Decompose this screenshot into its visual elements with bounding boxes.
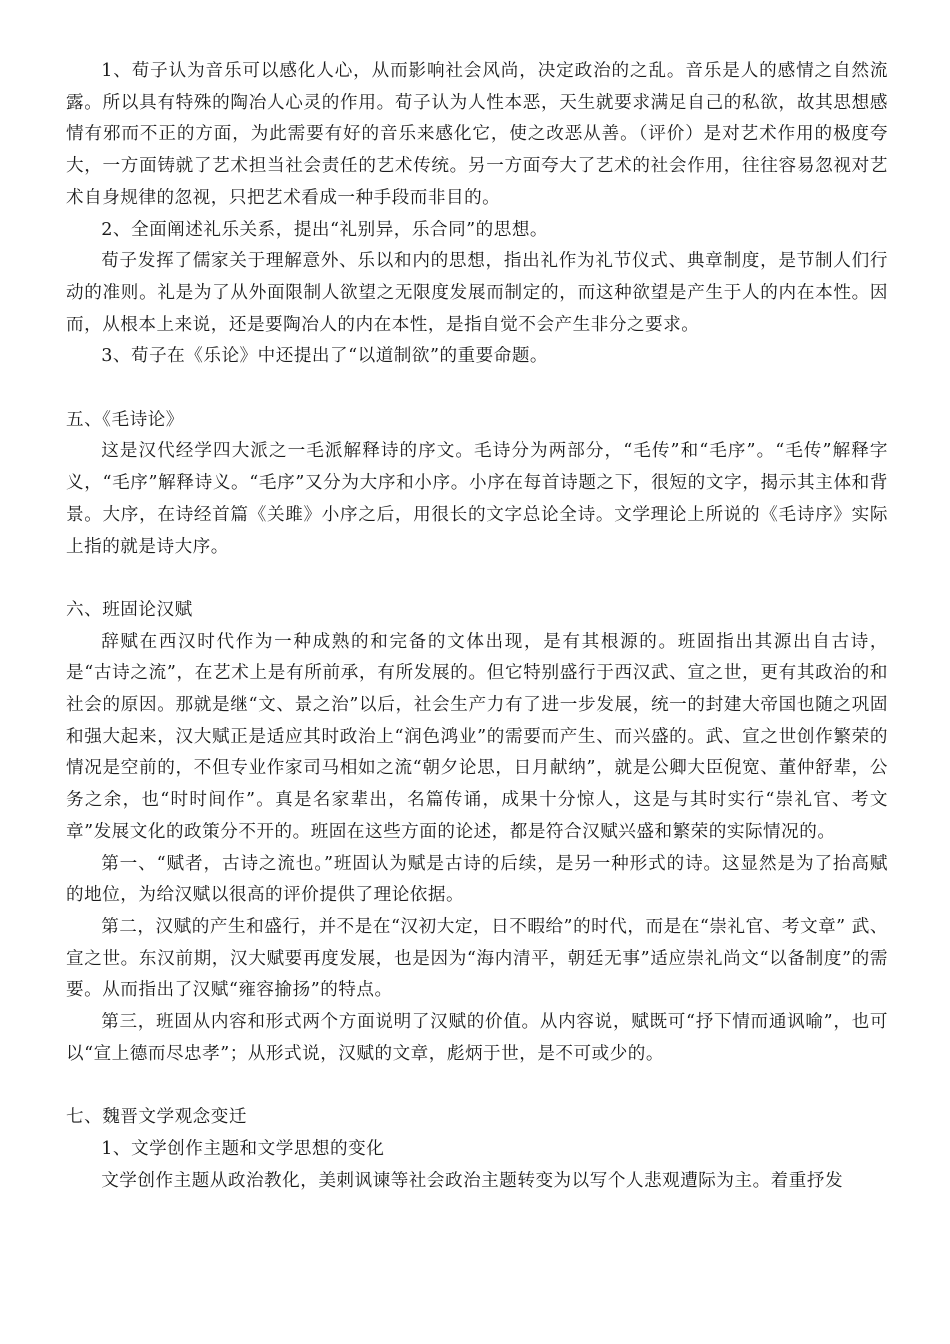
paragraph-yi-dao-zhi-yu: 3、荀子在《乐论》中还提出了“以道制欲”的重要命题。 [101, 346, 549, 367]
paragraph-li-yue-relation: 2、全面阐述礼乐关系，提出“礼别异，乐合同”的思想。 [101, 219, 549, 240]
section-heading-mao-shi: 五、《毛诗论》 [66, 409, 184, 430]
paragraph-first-point: 第一、“赋者，古诗之流也。”班固认为赋是古诗的后续，是另一种形式的诗。这显然是为了抬高赋的地位，为给汉赋以很高的评价提供了理论依据。 [66, 853, 888, 906]
section-heading-wei-jin: 七、魏晋文学观念变迁 [66, 1107, 247, 1128]
document-page [66, 56, 888, 1197]
paragraph-xunzi-music-influence: 1、荀子认为音乐可以感化人心，从而影响社会风尚，决定政治的之乱。音乐是人的感情之自然流露。所以具有特殊的陶冶人心灵的作用。荀子认为人性本恶，天生就要求满足自己的私欲，故其思想感情有邪而不正的方面，为此需要有好的音乐来感化它，使之改恶从善。（评价）是对艺术作用的极度夸大，一方面铸就了艺术担当社会责任的艺术传统。另一方面夸大了艺术的社会作用，往往容易忽视对艺术自身规律的忽视，只把艺术看成一种手段而非目的。 [66, 61, 888, 208]
paragraph-li-explanation: 荀子发挥了儒家关于理解意外、乐以和内的思想，指出礼作为礼节仪式、典章制度，是节制人们行动的准则。礼是为了从外面限制人欲望之无限度发展而制定的，而这种欲望是产生于人的内在本性。因而，从根本上来说，还是要陶冶人的内在本性，是指自觉不会产生非分之要求。 [66, 251, 888, 335]
section-spacer [66, 373, 888, 405]
section-heading-ban-gu: 六、班固论汉赋 [66, 599, 193, 620]
paragraph-second-point: 第二，汉赋的产生和盛行，并不是在“汉初大定，日不暇给”的时代，而是在“崇礼官、考文章” 武、宣之世。东汉前期，汉大赋要再度发展，也是因为“海内清平，朝廷无事”适应崇礼尚文“以备制度”的需要。从而指出了汉赋“雍容揄扬”的特点。 [66, 916, 888, 1001]
paragraph-mao-shi-preface: 这是汉代经学四大派之一毛派解释诗的序文。毛诗分为两部分，“毛传”和“毛序”。“毛传”解释字义，“毛序”解释诗义。“毛序”又分为大序和小序。小序在每首诗题之下，很短的文字，揭示其主体和背景。大序，在诗经首篇《关雎》小序之后，用很长的文字总论全诗。文学理论上所说的《毛诗序》实际上指的就是诗大序。 [66, 441, 888, 557]
paragraph-theme-change: 文学创作主题从政治教化，美刺讽谏等社会政治主题转变为以写个人悲观遭际为主。着重抒发 [101, 1170, 844, 1191]
section-spacer [66, 1070, 888, 1102]
section-spacer [66, 563, 888, 595]
subheading-theme-change: 1、文学创作主题和文学思想的变化 [101, 1138, 385, 1159]
paragraph-cifu-origin: 辞赋在西汉时代作为一种成熟的和完备的文体出现，是有其根源的。班固指出其源出自古诗，是“古诗之流”，在艺术上是有所前承，有所发展的。但它特别盛行于西汉武、宣之世，更有其政治的和社会的原因。那就是继“文、景之治”以后，社会生产力有了进一步发展，统一的封建大帝国也随之巩固和强大起来，汉大赋正是适应其时政治上“润色鸿业”的需要而产生、而兴盛的。武、宣之世创作繁荣的情况是空前的，不但专业作家司马相如之流“朝夕论思，日月献纳”，就是公卿大臣倪宽、董仲舒辈，公务之余，也“时时间作”。真是名家辈出，名篇传诵，成果十分惊人，这是与其时实行“崇礼官、考文章”发展文化的政策分不开的。班固在这些方面的论述，都是符合汉赋兴盛和繁荣的实际情况的。 [66, 631, 888, 842]
paragraph-third-point: 第三，班固从内容和形式两个方面说明了汉赋的价值。从内容说，赋既可“抒下情而通讽喻”，也可以“宣上德而尽忠孝”；从形式说，汉赋的文章，彪炳于世，是不可或少的。 [66, 1012, 888, 1064]
